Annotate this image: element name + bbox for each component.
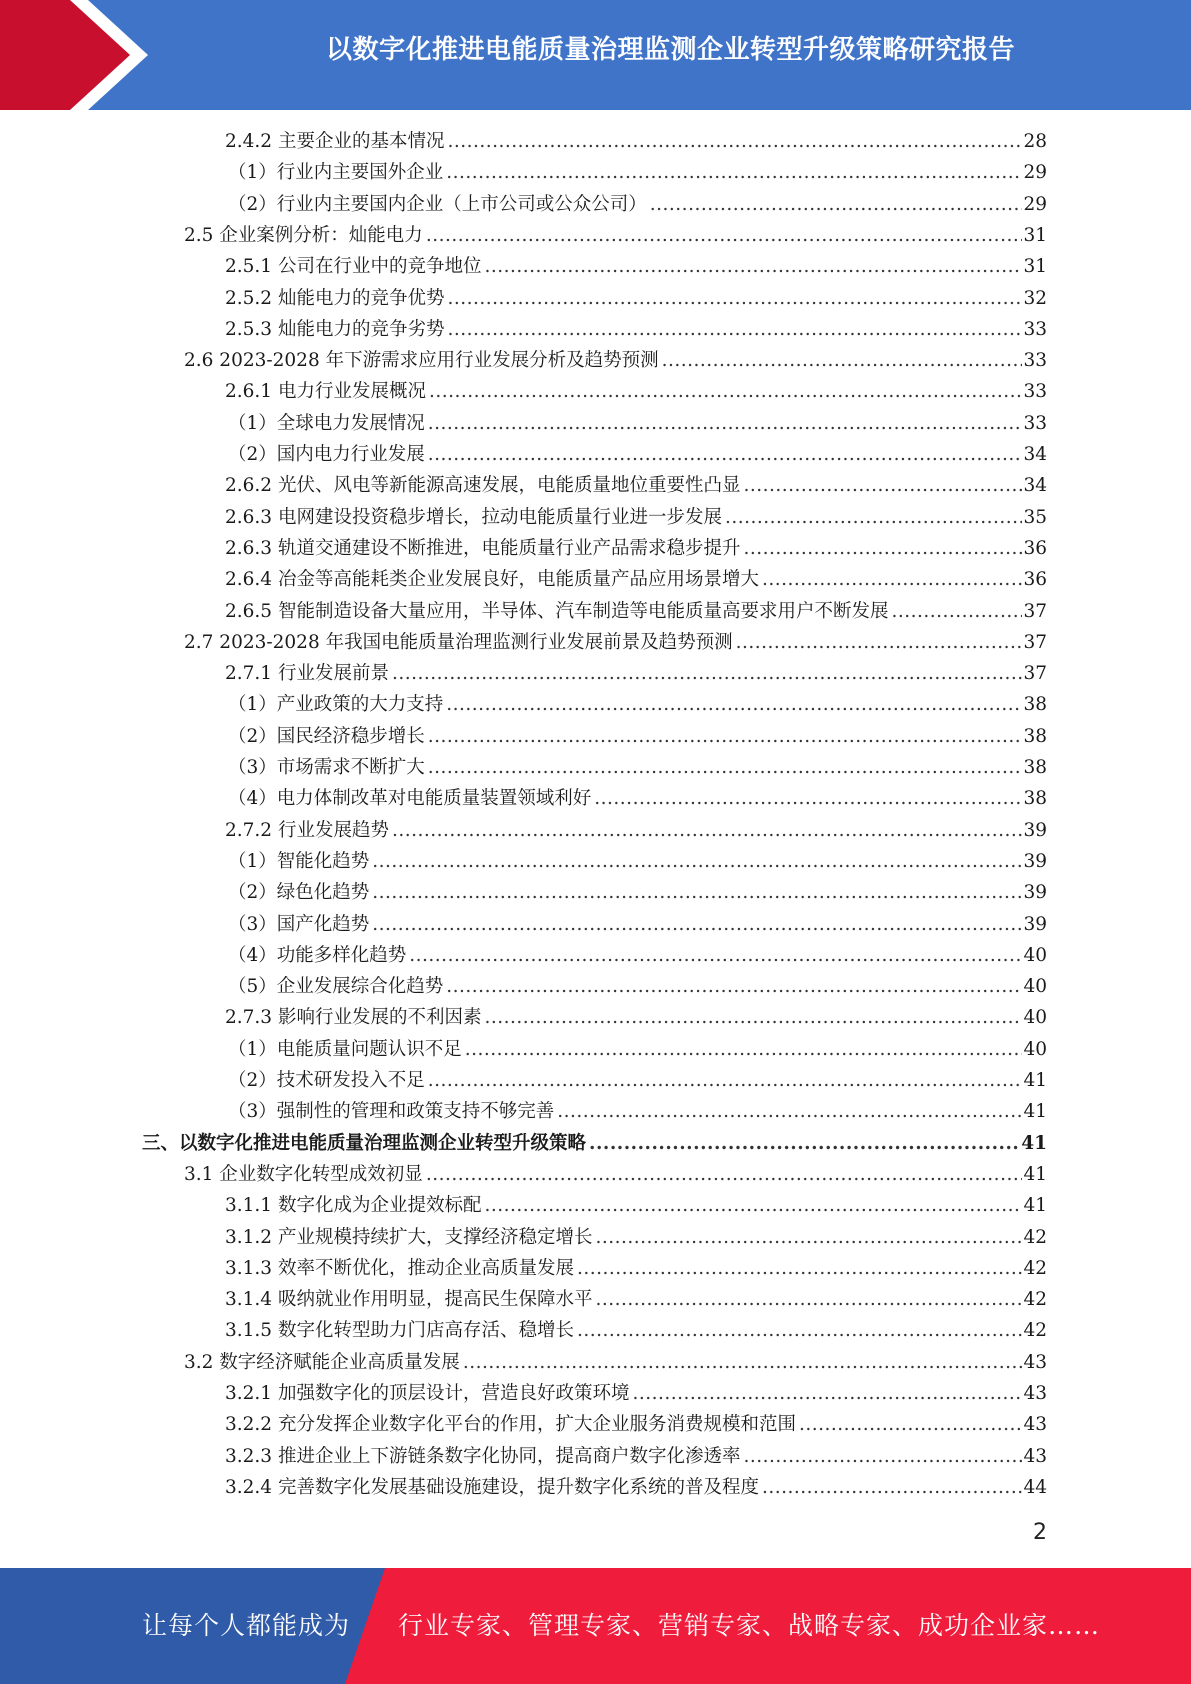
toc-entry[interactable] bbox=[228, 972, 1047, 1002]
page-number: 2 bbox=[1033, 1520, 1047, 1545]
toc-entry-title: 2.6.3 轨道交通建设不断推进，电能质量行业产品需求稳步提升 bbox=[225, 537, 741, 559]
toc-entry[interactable] bbox=[225, 1379, 1047, 1409]
toc-entry[interactable] bbox=[228, 690, 1047, 720]
toc-entry-title: （1）产业政策的大力支持 bbox=[228, 694, 444, 716]
toc-dot-leader bbox=[595, 1223, 1022, 1253]
toc-dot-leader bbox=[446, 690, 1022, 720]
toc-dot-leader bbox=[799, 1410, 1022, 1440]
toc-entry-title: 3.1 企业数字化转型成效初显 bbox=[184, 1163, 423, 1185]
toc-entry[interactable] bbox=[228, 190, 1047, 220]
toc-entry[interactable] bbox=[228, 847, 1047, 877]
toc-entry-title: 2.5 企业案例分析：灿能电力 bbox=[184, 224, 423, 246]
toc-entry-title: 2.6.4 冶金等高能耗类企业发展良好，电能质量产品应用场景增大 bbox=[225, 569, 759, 591]
toc-dot-leader bbox=[428, 409, 1023, 439]
toc-entry-page: 29 bbox=[1023, 193, 1047, 215]
toc-dot-leader bbox=[577, 1316, 1022, 1346]
toc-entry-page: 43 bbox=[1023, 1414, 1047, 1436]
toc-dot-leader bbox=[409, 941, 1022, 971]
toc-entry-title: 3.2.2 充分发挥企业数字化平台的作用，扩大企业服务消费规模和范围 bbox=[225, 1414, 796, 1436]
toc-dot-leader bbox=[484, 1191, 1022, 1221]
toc-entry-page: 36 bbox=[1023, 569, 1047, 591]
toc-entry-title: 2.5.2 灿能电力的竞争优势 bbox=[225, 287, 445, 309]
toc-dot-leader bbox=[484, 252, 1022, 282]
toc-entry-title: 2.5.1 公司在行业中的竞争地位 bbox=[225, 256, 482, 278]
toc-entry[interactable] bbox=[228, 1035, 1047, 1065]
toc-entry-page: 39 bbox=[1023, 913, 1047, 935]
toc-entry[interactable] bbox=[225, 816, 1047, 846]
toc-entry[interactable] bbox=[184, 221, 1047, 251]
toc-entry-page: 37 bbox=[1023, 600, 1047, 622]
toc-entry[interactable] bbox=[225, 565, 1047, 595]
toc-dot-leader bbox=[650, 190, 1023, 220]
toc-entry-title: 2.7.3 影响行业发展的不利因素 bbox=[225, 1007, 482, 1029]
toc-entry-page: 38 bbox=[1023, 788, 1047, 810]
toc-dot-leader bbox=[891, 597, 1022, 627]
toc-entry-title: 3.1.1 数字化成为企业提效标配 bbox=[225, 1195, 482, 1217]
toc-entry-title: 3.1.5 数字化转型助力门店高存活、稳增长 bbox=[225, 1320, 574, 1342]
toc-entry-title: 2.7 2023-2028 年我国电能质量治理监测行业发展前景及趋势预测 bbox=[184, 631, 733, 653]
footer-slogan-right: 行业专家、管理专家、营销专家、战略专家、成功企业家…… bbox=[398, 1611, 1101, 1640]
toc-entry[interactable] bbox=[228, 753, 1047, 783]
toc-entry-title: （2）绿色化趋势 bbox=[228, 882, 370, 904]
toc-entry-page: 40 bbox=[1023, 1007, 1047, 1029]
toc-entry-page: 41 bbox=[1023, 1101, 1047, 1123]
toc-entry-page: 36 bbox=[1023, 537, 1047, 559]
toc-dot-leader bbox=[484, 1003, 1022, 1033]
toc-entry-page: 37 bbox=[1023, 663, 1047, 685]
toc-entry-title: （3）国产化趋势 bbox=[228, 913, 370, 935]
toc-entry[interactable] bbox=[228, 784, 1047, 814]
toc-dot-leader bbox=[594, 784, 1022, 814]
toc-dot-leader bbox=[743, 471, 1022, 501]
toc-entry[interactable] bbox=[225, 534, 1047, 564]
toc-dot-leader bbox=[446, 158, 1022, 188]
toc-entry[interactable] bbox=[228, 409, 1047, 439]
toc-dot-leader bbox=[426, 221, 1023, 251]
toc-entry[interactable] bbox=[225, 1316, 1047, 1346]
report-footer bbox=[0, 1568, 1191, 1684]
toc-entry[interactable] bbox=[225, 503, 1047, 533]
toc-entry[interactable] bbox=[225, 377, 1047, 407]
toc-entry-page: 38 bbox=[1023, 694, 1047, 716]
toc-entry[interactable] bbox=[225, 1285, 1047, 1315]
toc-entry[interactable] bbox=[225, 1254, 1047, 1284]
toc-entry-page: 40 bbox=[1023, 944, 1047, 966]
toc-entry-page: 42 bbox=[1023, 1257, 1047, 1279]
toc-entry-page: 33 bbox=[1023, 318, 1047, 340]
toc-dot-leader bbox=[447, 284, 1022, 314]
toc-dot-leader bbox=[725, 503, 1022, 533]
toc-entry[interactable] bbox=[225, 1003, 1047, 1033]
toc-dot-leader bbox=[736, 628, 1023, 658]
toc-entry-title: 3.2.1 加强数字化的顶层设计，营造良好政策环境 bbox=[225, 1383, 630, 1404]
toc-entry-page: 33 bbox=[1023, 381, 1047, 403]
toc-entry-page: 41 bbox=[1021, 1132, 1047, 1154]
toc-dot-leader bbox=[428, 1066, 1023, 1096]
toc-dot-leader bbox=[392, 816, 1022, 846]
toc-entry-title: 2.5.3 灿能电力的竞争劣势 bbox=[225, 318, 445, 340]
toc-entry[interactable] bbox=[225, 284, 1047, 314]
toc-entry-page: 40 bbox=[1023, 1038, 1047, 1060]
toc-entry[interactable] bbox=[228, 910, 1047, 940]
toc-entry-title: 2.6.1 电力行业发展概况 bbox=[225, 381, 426, 403]
report-header bbox=[0, 0, 1191, 110]
toc-entry[interactable] bbox=[225, 1223, 1047, 1253]
toc-dot-leader bbox=[372, 847, 1022, 877]
toc-entry-page: 39 bbox=[1023, 882, 1047, 904]
toc-entry-title: （2）行业内主要国内企业（上市公司或公众公司） bbox=[228, 193, 647, 215]
toc-entry[interactable] bbox=[228, 1097, 1047, 1127]
toc-entry-page: 41 bbox=[1023, 1195, 1047, 1217]
toc-entry-page: 42 bbox=[1023, 1320, 1047, 1342]
toc-entry-page: 38 bbox=[1023, 757, 1047, 778]
toc-entry-page: 41 bbox=[1023, 1163, 1047, 1185]
toc-dot-leader bbox=[447, 315, 1022, 345]
toc-dot-leader bbox=[762, 565, 1022, 595]
toc-entry-title: （1）智能化趋势 bbox=[228, 850, 370, 872]
toc-entry[interactable] bbox=[184, 628, 1047, 658]
toc-entry-page: 42 bbox=[1023, 1226, 1047, 1248]
toc-dot-leader bbox=[743, 534, 1022, 564]
toc-entry[interactable] bbox=[228, 1066, 1047, 1096]
toc-entry[interactable] bbox=[184, 1160, 1047, 1190]
toc-dot-leader bbox=[463, 1348, 1023, 1378]
toc-entry[interactable] bbox=[225, 1191, 1047, 1221]
header-chevron-decoration bbox=[0, 0, 160, 110]
toc-dot-leader bbox=[589, 1129, 1020, 1159]
toc-dot-leader bbox=[428, 440, 1023, 470]
toc-entry-page: 28 bbox=[1023, 131, 1047, 152]
toc-entry[interactable] bbox=[225, 127, 1047, 157]
toc-dot-leader bbox=[577, 1254, 1022, 1284]
toc-dot-leader bbox=[446, 972, 1022, 1002]
footer-slogan-left: 让每个人都能成为 bbox=[142, 1611, 351, 1640]
toc-dot-leader bbox=[429, 377, 1022, 407]
toc-dot-leader bbox=[762, 1473, 1022, 1503]
toc-entry-title: （3）强制性的管理和政策支持不够完善 bbox=[228, 1101, 555, 1123]
toc-dot-leader bbox=[392, 659, 1022, 689]
toc-entry-title: 2.4.2 主要企业的基本情况 bbox=[225, 131, 445, 152]
toc-entry-title: 2.6.5 智能制造设备大量应用，半导体、汽车制造等电能质量高要求用户不断发展 bbox=[225, 600, 889, 622]
toc-entry-title: 2.6.2 光伏、风电等新能源高速发展，电能质量地位重要性凸显 bbox=[225, 475, 741, 497]
toc-entry-page: 42 bbox=[1023, 1289, 1047, 1311]
toc-entry-title: 3.1.2 产业规模持续扩大，支撑经济稳定增长 bbox=[225, 1226, 593, 1248]
toc-entry[interactable] bbox=[142, 1129, 1047, 1159]
toc-entry[interactable] bbox=[225, 315, 1047, 345]
toc-entry-page: 34 bbox=[1023, 475, 1047, 497]
toc-dot-leader bbox=[372, 910, 1022, 940]
toc-dot-leader bbox=[428, 722, 1023, 752]
toc-entry-page: 33 bbox=[1023, 412, 1047, 434]
toc-entry-page: 43 bbox=[1023, 1351, 1047, 1373]
toc-entry-title: （1）全球电力发展情况 bbox=[228, 412, 425, 434]
toc-entry-page: 37 bbox=[1023, 631, 1047, 653]
toc-dot-leader bbox=[662, 346, 1023, 376]
toc-entry-title: （5）企业发展综合化趋势 bbox=[228, 976, 444, 998]
toc-entry-page: 40 bbox=[1023, 976, 1047, 998]
toc-dot-leader bbox=[595, 1285, 1022, 1315]
toc-entry[interactable] bbox=[228, 722, 1047, 752]
toc-entry[interactable] bbox=[225, 252, 1047, 282]
toc-dot-leader bbox=[465, 1035, 1023, 1065]
toc-entry-page: 34 bbox=[1023, 444, 1047, 465]
toc-dot-leader bbox=[557, 1097, 1022, 1127]
toc-entry-page: 32 bbox=[1023, 287, 1047, 309]
toc-entry[interactable] bbox=[184, 346, 1047, 376]
toc-entry[interactable] bbox=[225, 659, 1047, 689]
toc-entry[interactable] bbox=[228, 440, 1047, 470]
toc-entry-page: 33 bbox=[1023, 350, 1047, 372]
toc-entry[interactable] bbox=[225, 1410, 1047, 1440]
toc-entry-title: 3.2.4 完善数字化发展基础设施建设，提升数字化系统的普及程度 bbox=[225, 1476, 759, 1498]
toc-dot-leader bbox=[428, 753, 1023, 783]
toc-entry-title: 3.2.3 推进企业上下游链条数字化协同，提高商户数字化渗透率 bbox=[225, 1445, 741, 1467]
toc-entry-title: 2.7.1 行业发展前景 bbox=[225, 663, 389, 685]
toc-entry[interactable] bbox=[184, 1348, 1047, 1378]
toc-entry-page: 31 bbox=[1023, 224, 1047, 246]
toc-dot-leader bbox=[632, 1379, 1022, 1409]
toc-entry[interactable] bbox=[228, 158, 1047, 188]
toc-entry-page: 44 bbox=[1023, 1476, 1047, 1498]
toc-dot-leader bbox=[372, 878, 1022, 908]
toc-entry-title: 2.6 2023-2028 年下游需求应用行业发展分析及趋势预测 bbox=[184, 350, 659, 372]
toc-dot-leader bbox=[447, 127, 1022, 157]
toc-entry[interactable] bbox=[225, 597, 1047, 627]
toc-entry[interactable] bbox=[225, 1473, 1047, 1503]
toc-entry-title: 三、以数字化推进电能质量治理监测企业转型升级策略 bbox=[142, 1132, 587, 1154]
toc-entry-page: 35 bbox=[1023, 506, 1047, 528]
toc-entry-page: 31 bbox=[1023, 256, 1047, 278]
report-title: 以数字化推进电能质量治理监测企业转型升级策略研究报告 bbox=[325, 35, 1015, 65]
toc-dot-leader bbox=[743, 1442, 1022, 1472]
toc-entry[interactable] bbox=[225, 1442, 1047, 1472]
toc-entry-page: 39 bbox=[1023, 850, 1047, 872]
toc-entry-title: 3.2 数字经济赋能企业高质量发展 bbox=[184, 1351, 460, 1373]
toc-entry-page: 29 bbox=[1023, 162, 1047, 184]
toc-entry-title: （1）行业内主要国外企业 bbox=[228, 162, 444, 184]
toc-entry-title: （2）国内电力行业发展 bbox=[228, 444, 425, 465]
toc-entry-title: （1）电能质量问题认识不足 bbox=[228, 1038, 462, 1060]
toc-entry-title: 3.1.4 吸纳就业作用明显，提高民生保障水平 bbox=[225, 1289, 593, 1311]
toc-entry-page: 43 bbox=[1023, 1445, 1047, 1467]
toc-entry-title: 3.1.3 效率不断优化，推动企业高质量发展 bbox=[225, 1257, 574, 1279]
toc-entry-title: （2）技术研发投入不足 bbox=[228, 1070, 425, 1091]
toc-entry-page: 41 bbox=[1023, 1070, 1047, 1091]
toc-entry[interactable] bbox=[228, 941, 1047, 971]
toc-entry-title: （2）国民经济稳步增长 bbox=[228, 725, 425, 747]
toc-entry-page: 38 bbox=[1023, 725, 1047, 747]
toc-entry-page: 43 bbox=[1023, 1383, 1047, 1404]
toc-entry-title: （3）市场需求不断扩大 bbox=[228, 757, 425, 778]
toc-entry-title: 2.7.2 行业发展趋势 bbox=[225, 819, 389, 841]
toc-entry-page: 39 bbox=[1023, 819, 1047, 841]
toc-entry[interactable] bbox=[228, 878, 1047, 908]
toc-entry-title: （4）功能多样化趋势 bbox=[228, 944, 407, 966]
toc-entry[interactable] bbox=[225, 471, 1047, 501]
toc-entry-title: 2.6.3 电网建设投资稳步增长，拉动电能质量行业进一步发展 bbox=[225, 506, 722, 528]
toc-dot-leader bbox=[426, 1160, 1023, 1190]
toc-entry-title: （4）电力体制改革对电能质量装置领域利好 bbox=[228, 788, 592, 810]
